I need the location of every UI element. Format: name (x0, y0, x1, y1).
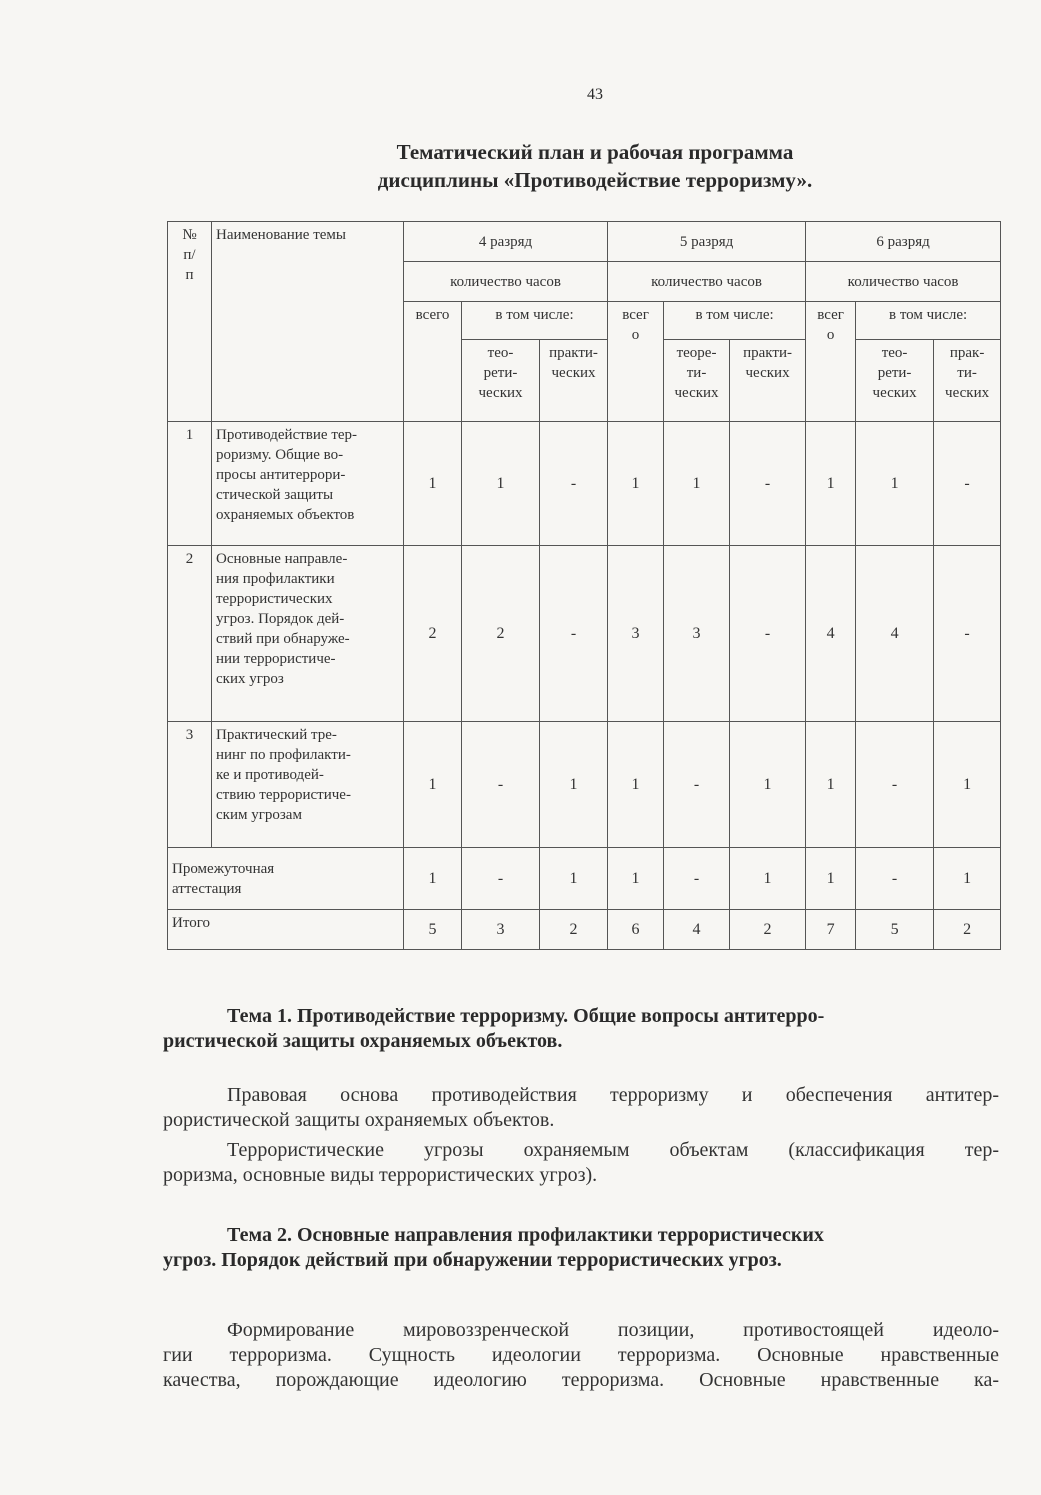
cell: - (462, 848, 540, 910)
header-grade-4: 4 разряд (404, 222, 608, 262)
header-pract-5: практи- ческих (730, 340, 806, 422)
cell: 2 (462, 546, 540, 722)
cell: 4 (806, 546, 856, 722)
cell: - (540, 422, 608, 546)
cell: 1 (404, 848, 462, 910)
row-number: 3 (168, 722, 212, 848)
header-row-grades (168, 222, 1001, 262)
text-line: рористической защиты охраняемых объектов. (163, 1109, 555, 1131)
text-line: роризма, основные виды террористических угроз). (163, 1164, 598, 1186)
cell: 5 (856, 910, 934, 950)
cell: 7 (806, 910, 856, 950)
cell: - (664, 722, 730, 848)
cell: 5 (404, 910, 462, 950)
heading-line: Тема 2. Основные направления профилактики террористических (227, 1224, 824, 1246)
topic-1-paragraph-1 (163, 1083, 999, 1133)
cell: 1 (540, 722, 608, 848)
cell: 2 (404, 546, 462, 722)
text-line: Террористические угрозы охраняемым объектам (классификация тер- (227, 1139, 999, 1161)
header-grade-6: 6 разряд (806, 222, 1001, 262)
header-theor-5: теоре- ти- ческих (664, 340, 730, 422)
cell: - (856, 722, 934, 848)
cell: 1 (730, 722, 806, 848)
header-hours-5: количество часов (608, 262, 806, 302)
header-pract-6: прак- ти- ческих (934, 340, 1001, 422)
header-hours-4: количество часов (404, 262, 608, 302)
header-pract-4: практи- ческих (540, 340, 608, 422)
total-row (168, 910, 1001, 950)
header-incl-6: в том числе: (856, 302, 1001, 340)
heading-line: ристической защиты охраняемых объектов. (163, 1030, 563, 1052)
cell: - (934, 422, 1001, 546)
table-row (168, 422, 1001, 546)
cell: 6 (608, 910, 664, 950)
cell: 3 (664, 546, 730, 722)
header-incl-4: в том числе: (462, 302, 608, 340)
header-grade-5: 5 разряд (608, 222, 806, 262)
header-total-5: всег о (608, 302, 664, 422)
row-topic-name: Основные направле- ния профилактики террористических угроз. Порядок дей- ствий при обнаруже- нии террористиче- ских угроз (212, 546, 404, 722)
table-row (168, 546, 1001, 722)
header-num: № п/ п (168, 222, 212, 422)
heading-line: угроз. Порядок действий при обнаружении террористических угроз. (163, 1249, 782, 1271)
topic-1-paragraph-2 (163, 1138, 999, 1188)
row-number: 2 (168, 546, 212, 722)
cell: 1 (608, 848, 664, 910)
cell: 2 (540, 910, 608, 950)
total-label: Итого (168, 910, 404, 950)
cell: - (730, 422, 806, 546)
cell: 1 (934, 722, 1001, 848)
cell: 1 (806, 422, 856, 546)
topic-1-heading (163, 1004, 999, 1054)
header-hours-6: количество часов (806, 262, 1001, 302)
header-theor-6: тео- рети- ческих (856, 340, 934, 422)
cell: 1 (404, 422, 462, 546)
cell: 1 (540, 848, 608, 910)
header-theor-4: тео- рети- ческих (462, 340, 540, 422)
cell: 1 (608, 722, 664, 848)
row-topic-name: Практический тре- нинг по профилакти- ке и противодей- ствию террористиче- ским угрозам (212, 722, 404, 848)
cell: - (540, 546, 608, 722)
header-topic-name: Наименование темы (212, 222, 404, 422)
page-number: 43 (587, 86, 603, 103)
cell: 3 (462, 910, 540, 950)
topic-2-heading (163, 1223, 999, 1273)
cell: - (856, 848, 934, 910)
header-incl-5: в том числе: (664, 302, 806, 340)
cell: 1 (806, 848, 856, 910)
text-line: качества, порождающие идеологию терроризма. Основные нравственные ка- (163, 1369, 999, 1391)
table-row (168, 722, 1001, 848)
header-total-6: всег о (806, 302, 856, 422)
cell: 2 (934, 910, 1001, 950)
cell: 4 (664, 910, 730, 950)
text-line: гии терроризма. Сущность идеологии терроризма. Основные нравственные (163, 1344, 999, 1366)
thematic-plan-table (167, 221, 1001, 950)
cell: 1 (856, 422, 934, 546)
document-title (250, 138, 940, 194)
cell: 1 (664, 422, 730, 546)
cell: - (664, 848, 730, 910)
title-line-2: дисциплины «Противодействие терроризму». (377, 168, 813, 192)
title-line-1: Тематический план и рабочая программа (396, 140, 794, 164)
cell: 3 (608, 546, 664, 722)
interim-label: Промежуточная аттестация (168, 848, 404, 910)
cell: 1 (806, 722, 856, 848)
text-line: Формирование мировоззренческой позиции, противостоящей идеоло- (227, 1319, 999, 1341)
row-number: 1 (168, 422, 212, 546)
text-line: Правовая основа противодействия терроризму и обеспечения антитер- (227, 1084, 999, 1106)
heading-line: Тема 1. Противодействие терроризму. Общие вопросы антитерро- (227, 1005, 825, 1027)
cell: - (730, 546, 806, 722)
cell: - (934, 546, 1001, 722)
header-total-4: всего (404, 302, 462, 422)
cell: 1 (462, 422, 540, 546)
cell: 1 (730, 848, 806, 910)
topic-2-paragraph-1 (163, 1318, 999, 1393)
cell: 4 (856, 546, 934, 722)
row-topic-name: Противодействие тер- роризму. Общие во- просы антитеррори- стической защиты охраняемых объектов (212, 422, 404, 546)
cell: 1 (934, 848, 1001, 910)
cell: 1 (404, 722, 462, 848)
cell: 1 (608, 422, 664, 546)
interim-row (168, 848, 1001, 910)
cell: - (462, 722, 540, 848)
cell: 2 (730, 910, 806, 950)
